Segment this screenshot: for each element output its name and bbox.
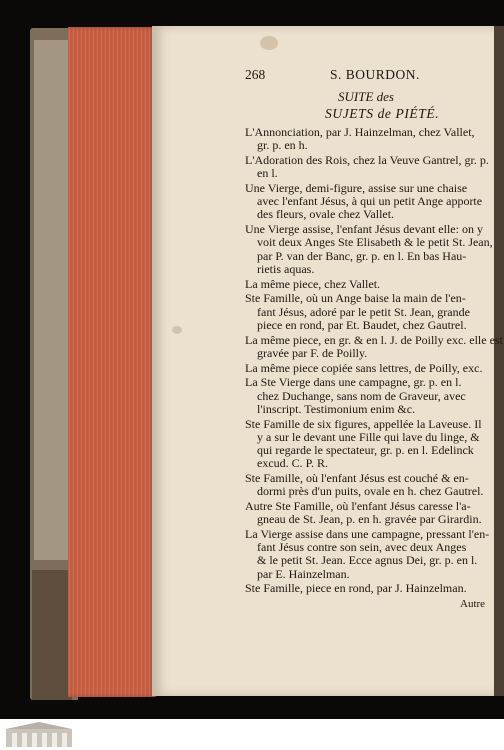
entry-line: dormi près d'un puits, ovale en h. chez Gautrel.	[257, 484, 484, 499]
page-edges	[68, 27, 156, 697]
foxing-spot	[172, 326, 182, 334]
entry-line: gravée par F. de Poilly.	[257, 345, 368, 360]
catalogue-entry	[245, 278, 504, 291]
entry-line: La même piece, en gr. & en l. J. de Poilly exc. elle est	[245, 332, 503, 347]
page-number: 268	[245, 67, 266, 82]
catalogue-entries	[245, 126, 504, 596]
viewer-footer	[0, 719, 504, 750]
entry-line: L'Adoration des Rois, chez la Veuve Gantrel, gr. p.	[245, 153, 489, 167]
entry-line: y a sur le devant une Fille qui lave du linge, &	[257, 429, 480, 444]
entry-line: gneau de St. Jean, p. en h. gravée par Girardin.	[257, 512, 482, 527]
entry-line: La même piece, chez Vallet.	[245, 276, 381, 291]
entry-line: La Vierge assise dans une campagne, pressant l'en-	[245, 527, 490, 542]
entry-line: Ste Famille, où l'enfant Jésus est couché & en-	[245, 471, 469, 486]
entry-line: Ste Famille, où un Ange baise la main de l'en-	[245, 291, 466, 306]
entry-line: excud. C. P. R.	[257, 456, 329, 471]
entry-line: Ste Famille, piece en rond, par J. Hainzelman.	[245, 581, 467, 596]
entry-line: Une Vierge assise, l'enfant Jésus devant elle: on y	[245, 222, 483, 237]
catalogue-entry	[245, 362, 504, 375]
catalogue-entry	[245, 376, 504, 416]
catchword: Autre	[460, 597, 486, 610]
entry-line: fant Jésus, adoré par le petit St. Jean, grande	[257, 304, 470, 319]
entry-line: & le petit St. Jean. Ecce agnus Dei, gr. p. en l.	[257, 553, 478, 568]
running-title: S. BOURDON.	[330, 67, 420, 82]
book-cover-shadow	[32, 570, 72, 700]
catalogue-entry	[245, 154, 504, 180]
entry-line: voit deux Anges Ste Elisabeth & le petit St. Jean,	[257, 235, 493, 250]
entry-line: L'Annonciation, par J. Hainzelman, chez Vallet,	[245, 125, 475, 139]
section-title-line1: SUITE des	[338, 89, 394, 104]
entry-line: rietis aquas.	[257, 261, 315, 276]
catalogue-entry	[245, 472, 504, 498]
catalogue-entry	[245, 223, 504, 276]
entry-line: l'inscript. Testimonium enim &c.	[257, 401, 416, 416]
catalogue-entry	[245, 292, 504, 332]
catalogue-entry	[245, 418, 504, 471]
catalogue-entry	[245, 500, 504, 526]
entry-line: La même piece copiée sans lettres, de Poilly, exc.	[245, 360, 483, 375]
catalogue-entry	[245, 182, 504, 222]
entry-line: par P. van der Banc, gr. p. en l. En bas Hau-	[257, 248, 467, 263]
entry-line: Ste Famille de six figures, appellée la Laveuse. Il	[245, 416, 482, 431]
page-header	[245, 68, 504, 90]
foxing-spot	[260, 36, 278, 50]
entry-line: Une Vierge, demi-figure, assise sur une chaise	[245, 181, 468, 195]
entry-line: fant Jésus contre son sein, avec deux Anges	[257, 540, 467, 555]
entry-line: gr. p. en h.	[257, 138, 308, 153]
entry-line: des fleurs, ovale chez Vallet.	[257, 207, 395, 222]
catalogue-entry	[245, 126, 504, 152]
library-building-icon	[4, 721, 74, 749]
catalogue-entry	[245, 528, 504, 581]
entry-line: La Ste Vierge dans une campagne, gr. p. en l.	[245, 375, 462, 390]
book-cover-lining	[34, 40, 70, 560]
entry-line: Autre Ste Famille, où l'enfant Jésus caresse l'a-	[245, 499, 471, 514]
entry-line: par E. Hainzelman.	[257, 566, 350, 581]
entry-line: en l.	[257, 166, 278, 181]
catalogue-entry	[245, 582, 504, 595]
entry-line: piece en rond, par Et. Baudet, chez Gautrel.	[257, 317, 467, 332]
section-title-line2: SUJETS de PIÉTÉ.	[325, 106, 440, 121]
page-text	[245, 68, 504, 611]
entry-line: avec l'enfant Jésus, à qui un petit Ange apporte	[257, 194, 483, 209]
entry-line: qui regarde le spectateur, gr. p. en l. Edelinck	[257, 443, 474, 458]
entry-line: chez Duchange, sans nom de Graveur, avec	[257, 388, 466, 403]
catalogue-entry	[245, 334, 504, 360]
